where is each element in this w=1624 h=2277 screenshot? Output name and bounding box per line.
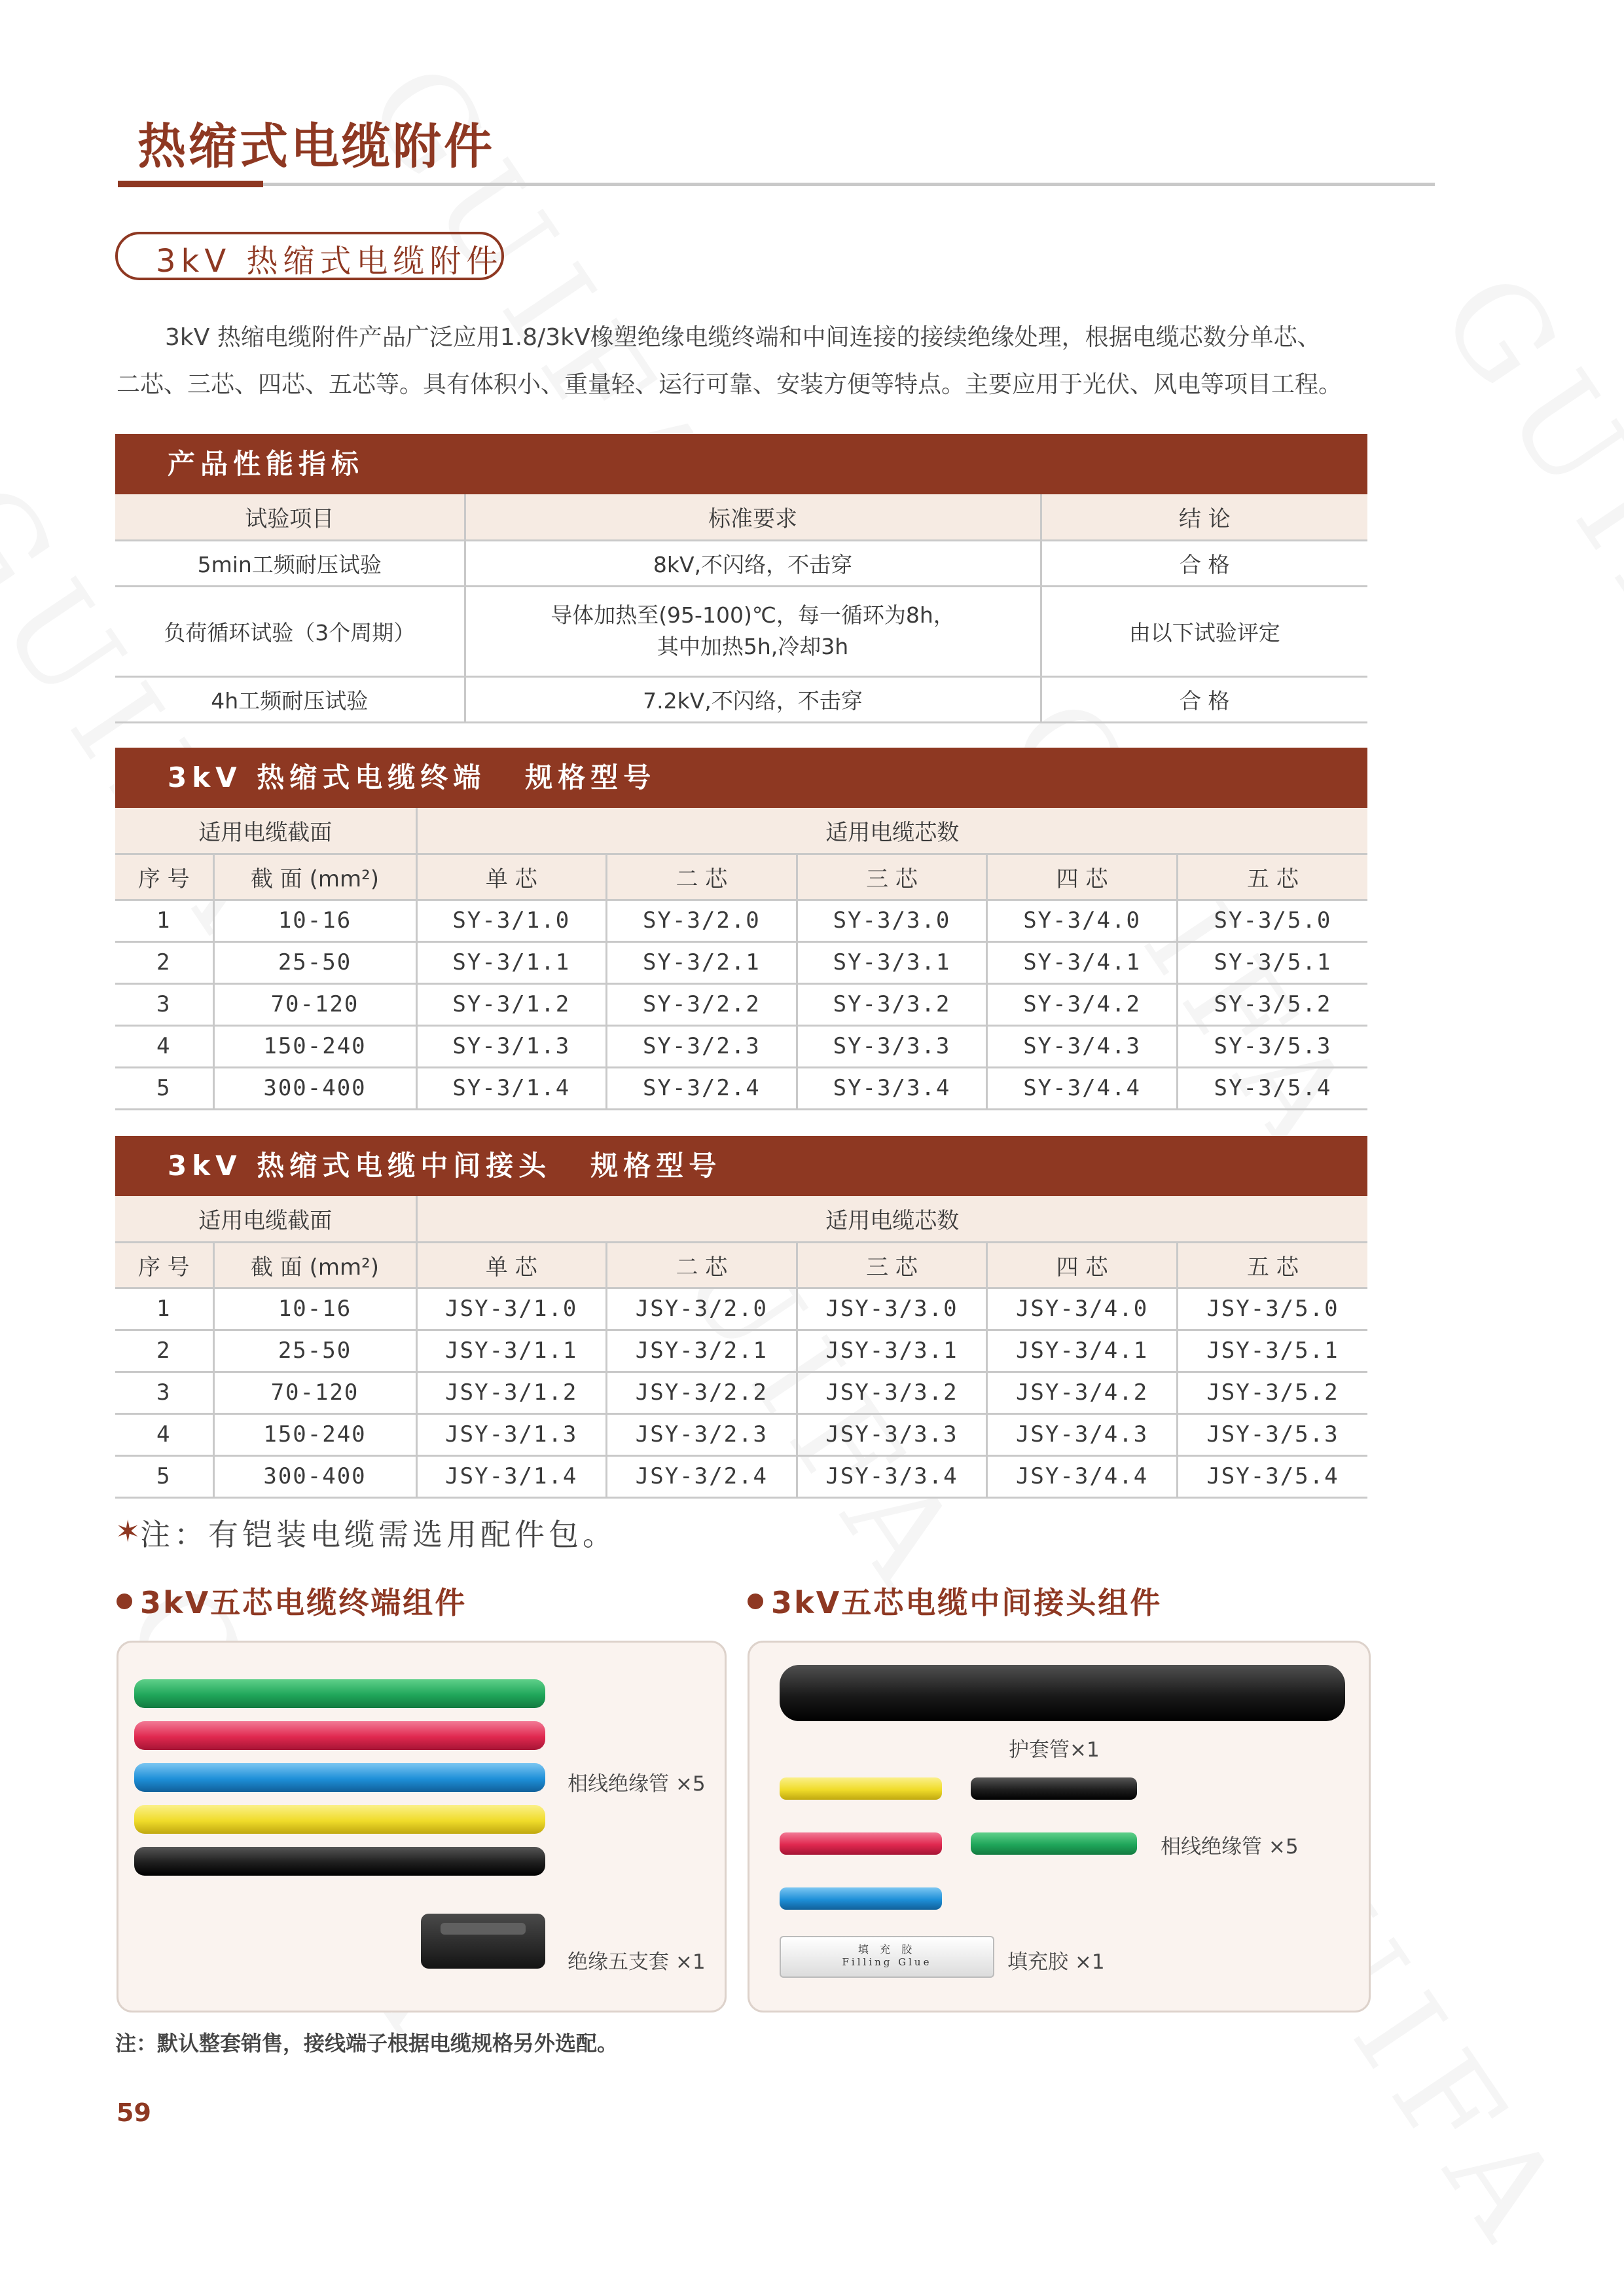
table-row (115, 941, 1367, 983)
model-cell: JSY-3/3.2 (797, 1372, 987, 1413)
col-no: 序 号 (115, 854, 213, 900)
requirement-line-1: 导体加热至(95-100)℃，每一循环为8h， (550, 602, 955, 628)
col-core-3: 三 芯 (797, 1242, 987, 1288)
row-section: 70-120 (213, 983, 416, 1025)
red-tube (134, 1721, 545, 1750)
joint-spec-table (115, 1136, 1367, 1499)
model-cell: JSY-3/2.3 (607, 1413, 797, 1455)
boot-fingers (441, 1923, 526, 1935)
joint-kit-title: 3kV五芯电缆中间接头组件 (771, 1585, 1163, 1620)
row-no: 1 (115, 900, 213, 941)
header-conclusion: 结 论 (1041, 494, 1367, 540)
yellow-tube (134, 1805, 545, 1834)
col-no: 序 号 (115, 1242, 213, 1288)
star-icon: ✶ (115, 1514, 141, 1549)
model-cell: SY-3/4.1 (987, 941, 1178, 983)
col-core-4: 四 芯 (987, 854, 1178, 900)
col-core-3: 三 芯 (797, 854, 987, 900)
model-cell: SY-3/4.4 (987, 1067, 1178, 1109)
model-cell: JSY-3/5.1 (1177, 1330, 1367, 1372)
black-tube (971, 1777, 1137, 1800)
col-core-5: 五 芯 (1177, 1242, 1367, 1288)
blue-tube (780, 1887, 942, 1910)
model-cell: JSY-3/2.1 (607, 1330, 797, 1372)
yellow-tube (780, 1777, 942, 1800)
row-no: 2 (115, 941, 213, 983)
requirement: 8kV,不闪络，不击穿 (465, 540, 1041, 586)
terminal-spec-label: 规格型号 (525, 761, 657, 793)
conclusion: 合 格 (1041, 540, 1367, 586)
row-section: 70-120 (213, 1372, 416, 1413)
row-no: 3 (115, 1372, 213, 1413)
sheath-label: 护套管×1 (1009, 1738, 1100, 1762)
bullet-icon (748, 1594, 763, 1609)
row-no: 4 (115, 1413, 213, 1455)
group-cable-section: 适用电缆截面 (115, 808, 416, 854)
footnote: 注：默认整套销售，接线端子根据电缆规格另外选配。 (115, 2031, 619, 2056)
row-section: 150-240 (213, 1025, 416, 1067)
row-section: 25-50 (213, 941, 416, 983)
table-row (115, 983, 1367, 1025)
model-cell: JSY-3/5.0 (1177, 1288, 1367, 1330)
model-cell: SY-3/3.0 (797, 900, 987, 941)
row-section: 300-400 (213, 1455, 416, 1497)
model-cell: JSY-3/4.3 (987, 1413, 1178, 1455)
model-cell: SY-3/2.0 (607, 900, 797, 941)
page-title: 热缩式电缆附件 (137, 118, 495, 175)
glue-pack-cn: 填 充 胶 (857, 1943, 916, 1956)
row-no: 4 (115, 1025, 213, 1067)
col-section: 截 面 (mm²) (213, 854, 416, 900)
model-cell: SY-3/2.4 (607, 1067, 797, 1109)
model-cell: JSY-3/1.3 (416, 1413, 607, 1455)
col-section: 截 面 (mm²) (213, 1242, 416, 1288)
table-row (115, 586, 1367, 676)
model-cell: JSY-3/2.0 (607, 1288, 797, 1330)
joint-spec-label: 规格型号 (590, 1150, 722, 1182)
bullet-icon (117, 1594, 132, 1609)
col-core-4: 四 芯 (987, 1242, 1178, 1288)
group-cable-cores: 适用电缆芯数 (416, 1196, 1367, 1242)
model-cell: SY-3/5.0 (1177, 900, 1367, 941)
model-cell: JSY-3/1.2 (416, 1372, 607, 1413)
performance-title: 产品性能指标 (115, 434, 1367, 494)
col-core-1: 单 芯 (416, 854, 607, 900)
green-tube (971, 1832, 1137, 1855)
model-cell: SY-3/4.2 (987, 983, 1178, 1025)
table-row (115, 1288, 1367, 1330)
model-cell: SY-3/3.2 (797, 983, 987, 1025)
model-cell: SY-3/1.4 (416, 1067, 607, 1109)
blue-tube (134, 1763, 545, 1792)
filling-glue-pack (780, 1936, 994, 1978)
model-cell: JSY-3/4.4 (987, 1455, 1178, 1497)
model-cell: SY-3/3.1 (797, 941, 987, 983)
green-tube (134, 1679, 545, 1708)
title-divider (118, 183, 1435, 186)
phase-tube-label: 相线绝缘管 ×5 (568, 1772, 706, 1796)
section-title: 3kV 热缩式电缆附件 (156, 243, 503, 280)
model-cell: JSY-3/2.2 (607, 1372, 797, 1413)
model-cell: JSY-3/5.3 (1177, 1413, 1367, 1455)
title-accent (118, 181, 263, 187)
group-cable-cores: 适用电缆芯数 (416, 808, 1367, 854)
terminal-title (115, 748, 1367, 808)
model-cell: JSY-3/1.1 (416, 1330, 607, 1372)
model-cell: SY-3/1.0 (416, 900, 607, 941)
col-core-5: 五 芯 (1177, 854, 1367, 900)
model-cell: SY-3/4.0 (987, 900, 1178, 941)
model-cell: JSY-3/4.2 (987, 1372, 1178, 1413)
model-cell: SY-3/3.4 (797, 1067, 987, 1109)
model-cell: SY-3/5.3 (1177, 1025, 1367, 1067)
model-cell: JSY-3/3.0 (797, 1288, 987, 1330)
model-cell: SY-3/5.2 (1177, 983, 1367, 1025)
filling-glue-label: 填充胶 ×1 (1007, 1950, 1105, 1974)
breakout-label: 绝缘五支套 ×1 (568, 1950, 706, 1974)
model-cell: SY-3/1.1 (416, 941, 607, 983)
model-cell: JSY-3/5.4 (1177, 1455, 1367, 1497)
red-tube (780, 1832, 942, 1855)
col-core-2: 二 芯 (607, 1242, 797, 1288)
terminal-kit-title: 3kV五芯电缆终端组件 (140, 1585, 467, 1620)
joint-title-text: 3kV 热缩式电缆中间接头 (168, 1150, 552, 1182)
armored-note: 注：有铠装电缆需选用配件包。 (140, 1517, 617, 1552)
col-core-1: 单 芯 (416, 1242, 607, 1288)
table-row (115, 1025, 1367, 1067)
sheath-tube (780, 1665, 1345, 1721)
terminal-title-text: 3kV 热缩式电缆终端 (168, 761, 486, 793)
table-row (115, 1455, 1367, 1497)
black-tube (134, 1847, 545, 1876)
conclusion: 合 格 (1041, 676, 1367, 722)
header-requirement: 标准要求 (465, 494, 1041, 540)
row-section: 300-400 (213, 1067, 416, 1109)
glue-pack-en: Filling Glue (842, 1956, 932, 1968)
requirement-line-2: 其中加热5h,冷却3h (657, 634, 849, 659)
model-cell: SY-3/1.3 (416, 1025, 607, 1067)
col-core-2: 二 芯 (607, 854, 797, 900)
table-row (115, 1372, 1367, 1413)
row-no: 2 (115, 1330, 213, 1372)
test-item: 4h工频耐压试验 (115, 676, 465, 722)
row-no: 3 (115, 983, 213, 1025)
row-section: 150-240 (213, 1413, 416, 1455)
phase-tube-label: 相线绝缘管 ×5 (1161, 1835, 1299, 1859)
model-cell: SY-3/1.2 (416, 983, 607, 1025)
table-row (115, 1330, 1367, 1372)
joint-kit-panel (748, 1641, 1371, 2013)
table-row (115, 540, 1367, 586)
model-cell: JSY-3/2.4 (607, 1455, 797, 1497)
model-cell: JSY-3/4.1 (987, 1330, 1178, 1372)
row-no: 5 (115, 1455, 213, 1497)
model-cell: JSY-3/5.2 (1177, 1372, 1367, 1413)
joint-title (115, 1136, 1367, 1196)
row-section: 10-16 (213, 900, 416, 941)
model-cell: SY-3/5.1 (1177, 941, 1367, 983)
requirement (465, 586, 1041, 676)
row-section: 25-50 (213, 1330, 416, 1372)
row-no: 5 (115, 1067, 213, 1109)
model-cell: SY-3/3.3 (797, 1025, 987, 1067)
watermark (1412, 249, 1624, 758)
header-test-item: 试验项目 (115, 494, 465, 540)
model-cell: JSY-3/3.1 (797, 1330, 987, 1372)
model-cell: SY-3/2.2 (607, 983, 797, 1025)
group-cable-section: 适用电缆截面 (115, 1196, 416, 1242)
model-cell: SY-3/4.3 (987, 1025, 1178, 1067)
model-cell: JSY-3/4.0 (987, 1288, 1178, 1330)
conclusion: 由以下试验评定 (1041, 586, 1367, 676)
test-item: 负荷循环试验（3个周期） (115, 586, 465, 676)
breakout-boot (421, 1914, 545, 1969)
test-item: 5min工频耐压试验 (115, 540, 465, 586)
table-row (115, 900, 1367, 941)
model-cell: JSY-3/3.4 (797, 1455, 987, 1497)
performance-table (115, 434, 1367, 723)
table-row (115, 1067, 1367, 1109)
intro-line-2: 二芯、三芯、四芯、五芯等。具有体积小、重量轻、运行可靠、安装方便等特点。主要应用于光伏、风电等项目工程。 (117, 371, 1343, 398)
model-cell: SY-3/2.1 (607, 941, 797, 983)
table-row (115, 1413, 1367, 1455)
model-cell: JSY-3/3.3 (797, 1413, 987, 1455)
model-cell: SY-3/5.4 (1177, 1067, 1367, 1109)
terminal-spec-table (115, 748, 1367, 1110)
model-cell: SY-3/2.3 (607, 1025, 797, 1067)
requirement: 7.2kV,不闪络，不击穿 (465, 676, 1041, 722)
model-cell: JSY-3/1.0 (416, 1288, 607, 1330)
page-number: 59 (117, 2098, 151, 2127)
model-cell: JSY-3/1.4 (416, 1455, 607, 1497)
table-row (115, 676, 1367, 722)
row-section: 10-16 (213, 1288, 416, 1330)
intro-line-1: 3kV 热缩电缆附件产品广泛应用1.8/3kV橡塑绝缘电缆终端和中间连接的接续绝缘处理，根据电缆芯数分单芯、 (165, 324, 1321, 351)
row-no: 1 (115, 1288, 213, 1330)
terminal-kit-panel (117, 1641, 727, 2013)
